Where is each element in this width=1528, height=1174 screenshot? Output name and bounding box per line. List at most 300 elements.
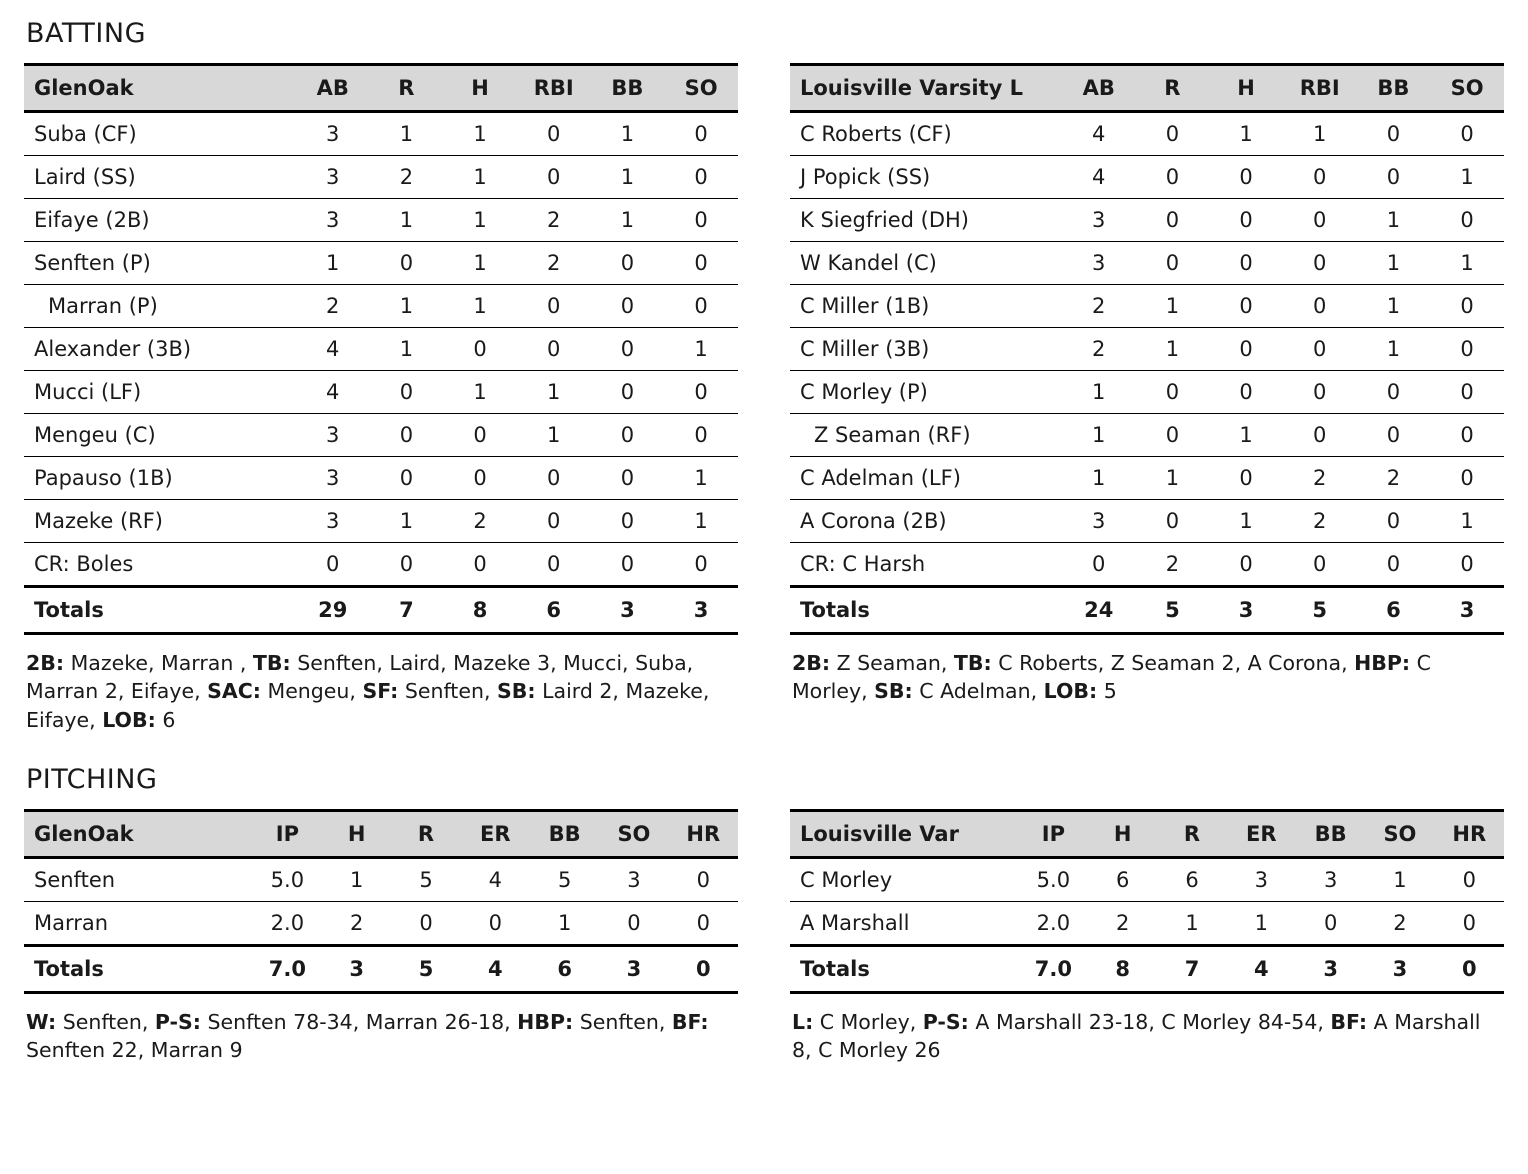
stat-cell: 0 — [1430, 371, 1504, 414]
stat-cell: 1 — [1283, 112, 1357, 156]
stat-cell: 0 — [1136, 242, 1210, 285]
stat-cell: 0 — [664, 543, 738, 587]
stat-cell: 3 — [296, 112, 370, 156]
stat-cell: 1 — [443, 112, 517, 156]
note-value: Laird 2, Mazeke, Eifaye, — [26, 679, 710, 732]
column-header-ip: IP — [1019, 810, 1088, 857]
pitching-away-body — [790, 857, 1504, 992]
stat-cell: 0 — [591, 285, 665, 328]
stat-cell: 0 — [517, 500, 591, 543]
totals-cell: 3 — [664, 587, 738, 634]
table-row — [790, 857, 1504, 901]
totals-cell: 3 — [322, 945, 391, 992]
totals-cell: 7.0 — [253, 945, 322, 992]
stat-cell: 1 — [530, 901, 599, 945]
stat-cell: 0 — [1283, 156, 1357, 199]
stat-cell: 0 — [1209, 543, 1283, 587]
stat-cell: 1 — [1365, 857, 1434, 901]
stat-cell: 0 — [664, 242, 738, 285]
stat-cell: 0 — [517, 285, 591, 328]
column-header-r: R — [391, 810, 460, 857]
stat-cell: 3 — [599, 857, 668, 901]
batting-section-title: BATTING — [26, 18, 146, 49]
totals-cell: 3 — [1365, 945, 1434, 992]
totals-cell: 29 — [296, 587, 370, 634]
batting-home-notes — [24, 649, 738, 734]
player-name: Z Seaman (RF) — [790, 414, 1062, 457]
stat-cell: 1 — [591, 156, 665, 199]
player-name: Alexander (3B) — [24, 328, 296, 371]
batting-away-body — [790, 112, 1504, 634]
stat-cell: 0 — [669, 857, 738, 901]
totals-cell: 7 — [370, 587, 444, 634]
stat-cell: 0 — [1435, 857, 1504, 901]
stat-cell: 1 — [370, 328, 444, 371]
note-label: SF: — [362, 679, 399, 704]
stat-cell: 0 — [1430, 328, 1504, 371]
pitching-away-table — [790, 809, 1504, 994]
stat-cell: 0 — [591, 371, 665, 414]
stat-cell: 1 — [370, 285, 444, 328]
stat-cell: 0 — [370, 457, 444, 500]
note-label: BF: — [1330, 1009, 1368, 1034]
note-value: Senften, Laird, Mazeke 3, Mucci, Suba, Marran 2, Eifaye, — [26, 651, 694, 704]
stat-cell: 0 — [370, 414, 444, 457]
table-row — [24, 414, 738, 457]
totals-cell: 6 — [530, 945, 599, 992]
note-label: SB: — [874, 679, 913, 704]
note-value: Z Seaman, — [830, 651, 954, 675]
column-header-ab: AB — [1062, 65, 1136, 112]
table-row — [24, 543, 738, 587]
stat-cell: 0 — [1357, 371, 1431, 414]
stat-cell: 1 — [370, 500, 444, 543]
table-row — [790, 199, 1504, 242]
pitching-home-table — [24, 809, 738, 994]
table-row — [24, 457, 738, 500]
table-row — [790, 156, 1504, 199]
note-label: HBP: — [1354, 651, 1411, 675]
stat-cell: 1 — [1209, 112, 1283, 156]
stat-cell: 4 — [1062, 112, 1136, 156]
note-label: LOB: — [1043, 679, 1098, 704]
stat-cell: 1 — [1209, 500, 1283, 543]
pitching-tables-row — [24, 809, 1504, 1065]
stat-cell: 3 — [1296, 857, 1365, 901]
stat-cell: 1 — [1136, 457, 1210, 500]
stat-cell: 0 — [1430, 457, 1504, 500]
stat-cell: 0 — [664, 285, 738, 328]
stat-cell: 0 — [1209, 199, 1283, 242]
stat-cell: 0 — [1283, 328, 1357, 371]
stat-cell: 0 — [599, 901, 668, 945]
column-header-rbi: RBI — [517, 65, 591, 112]
player-name: W Kandel (C) — [790, 242, 1062, 285]
note-value: Senften, — [573, 1009, 672, 1034]
totals-cell: 0 — [1435, 945, 1504, 992]
player-name: C Morley — [790, 857, 1019, 901]
batting-away-column — [790, 63, 1504, 734]
stat-cell: 0 — [1283, 285, 1357, 328]
note-label: W: — [26, 1009, 57, 1034]
stat-cell: 1 — [1430, 500, 1504, 543]
table-row — [790, 371, 1504, 414]
totals-cell: 3 — [591, 587, 665, 634]
batting-away-notes — [790, 649, 1504, 706]
stat-cell: 1 — [664, 457, 738, 500]
stat-cell: 0 — [370, 371, 444, 414]
stat-cell: 1 — [1136, 328, 1210, 371]
column-header-so: SO — [1365, 810, 1434, 857]
stat-cell: 0 — [591, 328, 665, 371]
totals-cell: 8 — [443, 587, 517, 634]
stat-cell: 1 — [1062, 457, 1136, 500]
table-row — [790, 414, 1504, 457]
note-value: A Marshall 8, C Morley 26 — [792, 1009, 1481, 1063]
column-header-so: SO — [599, 810, 668, 857]
stat-cell: 1 — [1227, 901, 1296, 945]
column-header-h: H — [1088, 810, 1157, 857]
stat-cell: 0 — [1357, 414, 1431, 457]
totals-cell: 8 — [1088, 945, 1157, 992]
totals-cell: 6 — [517, 587, 591, 634]
stat-cell: 2 — [1088, 901, 1157, 945]
table-row — [790, 328, 1504, 371]
note-label: SAC: — [207, 679, 261, 704]
stat-cell: 3 — [296, 414, 370, 457]
stat-cell: 0 — [669, 901, 738, 945]
stat-cell: 3 — [296, 500, 370, 543]
totals-cell: 3 — [1296, 945, 1365, 992]
note-value: Senften 22, Marran 9 — [26, 1038, 243, 1063]
totals-cell: 5 — [391, 945, 460, 992]
stat-cell: 1 — [1357, 285, 1431, 328]
note-value: A Marshall 23-18, C Morley 84-54, — [968, 1009, 1331, 1034]
pitching-home-body — [24, 857, 738, 992]
stat-cell: 0 — [1283, 199, 1357, 242]
note-value: C Morley, — [813, 1009, 923, 1034]
stat-cell: 0 — [1209, 156, 1283, 199]
stat-cell: 5.0 — [253, 857, 322, 901]
stat-cell: 0 — [461, 901, 530, 945]
stat-cell: 1 — [1062, 414, 1136, 457]
note-value: C Morley, — [792, 651, 1431, 704]
stat-cell: 0 — [1136, 112, 1210, 156]
player-name: Laird (SS) — [24, 156, 296, 199]
stat-cell: 0 — [1296, 901, 1365, 945]
stat-cell: 0 — [591, 500, 665, 543]
stat-cell: 3 — [1062, 500, 1136, 543]
totals-cell: 7.0 — [1019, 945, 1088, 992]
stat-cell: 1 — [1357, 242, 1431, 285]
column-header-so: SO — [1430, 65, 1504, 112]
table-row — [790, 543, 1504, 587]
stat-cell: 0 — [1430, 285, 1504, 328]
pitching-away-column — [790, 809, 1504, 1065]
note-value: Senften, — [56, 1009, 155, 1034]
note-value: Senften, — [398, 679, 497, 704]
stat-cell: 1 — [1357, 328, 1431, 371]
stat-cell: 0 — [1283, 414, 1357, 457]
stat-cell: 0 — [591, 457, 665, 500]
player-name: Mengeu (C) — [24, 414, 296, 457]
stat-cell: 0 — [1283, 371, 1357, 414]
stat-cell: 0 — [517, 543, 591, 587]
stat-cell: 0 — [1357, 156, 1431, 199]
player-name: CR: C Harsh — [790, 543, 1062, 587]
table-row — [790, 285, 1504, 328]
column-header-h: H — [322, 810, 391, 857]
table-row — [790, 901, 1504, 945]
player-name: CR: Boles — [24, 543, 296, 587]
totals-cell: 4 — [1227, 945, 1296, 992]
table-row — [790, 112, 1504, 156]
stat-cell: 1 — [443, 199, 517, 242]
note-value: C Roberts, Z Seaman 2, A Corona, — [991, 651, 1355, 675]
table-header-row — [790, 65, 1504, 112]
stat-cell: 3 — [296, 457, 370, 500]
note-label: LOB: — [102, 707, 156, 732]
stat-cell: 0 — [1435, 901, 1504, 945]
player-name: J Popick (SS) — [790, 156, 1062, 199]
pitching-home-column — [24, 809, 738, 1065]
table-row — [24, 500, 738, 543]
stat-cell: 1 — [443, 156, 517, 199]
stat-cell: 0 — [664, 414, 738, 457]
player-name: Senften (P) — [24, 242, 296, 285]
table-row — [24, 199, 738, 242]
column-header-er: ER — [1227, 810, 1296, 857]
table-row — [24, 901, 738, 945]
batting-home-column — [24, 63, 738, 734]
totals-row — [790, 587, 1504, 634]
stat-cell: 2 — [1062, 328, 1136, 371]
stat-cell: 0 — [1430, 543, 1504, 587]
stat-cell: 0 — [1357, 112, 1431, 156]
note-label: 2B: — [792, 651, 831, 675]
stat-cell: 1 — [517, 371, 591, 414]
stat-cell: 3 — [296, 199, 370, 242]
stat-cell: 1 — [1357, 199, 1431, 242]
note-value: 6 — [155, 707, 176, 732]
column-header-er: ER — [461, 810, 530, 857]
stat-cell: 1 — [296, 242, 370, 285]
stat-cell: 5.0 — [1019, 857, 1088, 901]
batting-away-team-header: Louisville Varsity L — [790, 65, 1062, 112]
note-value: C Adelman, — [912, 679, 1044, 704]
stat-cell: 2 — [517, 199, 591, 242]
totals-row — [24, 587, 738, 634]
stat-cell: 0 — [1136, 414, 1210, 457]
stat-cell: 2.0 — [253, 901, 322, 945]
stat-cell: 0 — [1209, 328, 1283, 371]
totals-cell: 24 — [1062, 587, 1136, 634]
totals-cell: 7 — [1157, 945, 1226, 992]
stat-cell: 2 — [1136, 543, 1210, 587]
stat-cell: 1 — [443, 371, 517, 414]
totals-label: Totals — [24, 945, 253, 992]
stat-cell: 0 — [296, 543, 370, 587]
totals-cell: 3 — [599, 945, 668, 992]
player-name: Papauso (1B) — [24, 457, 296, 500]
table-row — [24, 156, 738, 199]
batting-home-team-header: GlenOak — [24, 65, 296, 112]
stat-cell: 1 — [664, 328, 738, 371]
stat-cell: 0 — [1136, 371, 1210, 414]
player-name: C Miller (3B) — [790, 328, 1062, 371]
table-row — [24, 112, 738, 156]
player-name: A Marshall — [790, 901, 1019, 945]
totals-label: Totals — [790, 945, 1019, 992]
totals-label: Totals — [790, 587, 1062, 634]
note-label: SB: — [496, 679, 536, 704]
stat-cell: 2 — [1365, 901, 1434, 945]
stat-cell: 0 — [443, 543, 517, 587]
player-name: Eifaye (2B) — [24, 199, 296, 242]
stat-cell: 0 — [664, 112, 738, 156]
player-name: Senften — [24, 857, 253, 901]
note-label: 2B: — [26, 651, 65, 675]
table-row — [24, 857, 738, 901]
stat-cell: 0 — [1283, 242, 1357, 285]
note-value: Mazeke, Marran , — [64, 651, 253, 675]
stat-cell: 1 — [1062, 371, 1136, 414]
pitching-home-notes — [24, 1008, 738, 1065]
stat-cell: 0 — [517, 457, 591, 500]
stat-cell: 2 — [1283, 500, 1357, 543]
stat-cell: 2 — [1357, 457, 1431, 500]
column-header-r: R — [1136, 65, 1210, 112]
stat-cell: 0 — [1430, 414, 1504, 457]
stat-cell: 0 — [1357, 500, 1431, 543]
stat-cell: 1 — [443, 242, 517, 285]
column-header-hr: HR — [1435, 810, 1504, 857]
table-row — [24, 242, 738, 285]
stat-cell: 0 — [1062, 543, 1136, 587]
stat-cell: 0 — [370, 543, 444, 587]
table-row — [24, 371, 738, 414]
stat-cell: 4 — [1062, 156, 1136, 199]
stat-cell: 0 — [591, 543, 665, 587]
column-header-bb: BB — [1296, 810, 1365, 857]
note-label: P-S: — [154, 1009, 201, 1034]
stat-cell: 2.0 — [1019, 901, 1088, 945]
stat-cell: 3 — [1062, 242, 1136, 285]
stat-cell: 0 — [591, 242, 665, 285]
totals-cell: 5 — [1283, 587, 1357, 634]
table-header-row — [790, 810, 1504, 857]
stat-cell: 1 — [322, 857, 391, 901]
stat-cell: 2 — [370, 156, 444, 199]
stat-cell: 1 — [1430, 242, 1504, 285]
stat-cell: 0 — [1209, 242, 1283, 285]
stat-cell: 0 — [664, 156, 738, 199]
column-header-h: H — [443, 65, 517, 112]
stat-cell: 0 — [591, 414, 665, 457]
stat-cell: 1 — [1430, 156, 1504, 199]
stat-cell: 3 — [1062, 199, 1136, 242]
totals-cell: 3 — [1430, 587, 1504, 634]
note-label: HBP: — [517, 1009, 574, 1034]
column-header-h: H — [1209, 65, 1283, 112]
player-name: C Morley (P) — [790, 371, 1062, 414]
column-header-r: R — [1157, 810, 1226, 857]
totals-cell: 3 — [1209, 587, 1283, 634]
player-name: Marran — [24, 901, 253, 945]
stat-cell: 2 — [322, 901, 391, 945]
table-row — [24, 328, 738, 371]
stat-cell: 0 — [1209, 457, 1283, 500]
note-label: TB: — [953, 651, 992, 675]
stat-cell: 0 — [1209, 285, 1283, 328]
stat-cell: 0 — [1283, 543, 1357, 587]
stat-cell: 2 — [296, 285, 370, 328]
column-header-bb: BB — [591, 65, 665, 112]
stat-cell: 4 — [296, 371, 370, 414]
stat-cell: 2 — [517, 242, 591, 285]
stat-cell: 0 — [391, 901, 460, 945]
stat-cell: 0 — [443, 328, 517, 371]
note-value: 5 — [1097, 679, 1117, 704]
note-value: Mengeu, — [260, 679, 363, 704]
column-header-hr: HR — [669, 810, 738, 857]
note-label: P-S: — [922, 1009, 969, 1034]
stat-cell: 5 — [530, 857, 599, 901]
table-header-row — [24, 810, 738, 857]
stat-cell: 1 — [443, 285, 517, 328]
stat-cell: 1 — [591, 112, 665, 156]
player-name: Marran (P) — [24, 285, 296, 328]
stat-cell: 0 — [1136, 156, 1210, 199]
stat-cell: 2 — [443, 500, 517, 543]
stat-cell: 5 — [391, 857, 460, 901]
stat-cell: 0 — [370, 242, 444, 285]
stat-cell: 3 — [1227, 857, 1296, 901]
stat-cell: 0 — [1357, 543, 1431, 587]
pitching-home-team-header: GlenOak — [24, 810, 253, 857]
pitching-section-title: PITCHING — [26, 763, 158, 795]
stat-cell: 2 — [1283, 457, 1357, 500]
stat-cell: 0 — [443, 414, 517, 457]
table-row — [24, 285, 738, 328]
column-header-bb: BB — [530, 810, 599, 857]
totals-cell: 0 — [669, 945, 738, 992]
table-row — [790, 242, 1504, 285]
column-header-so: SO — [664, 65, 738, 112]
stat-cell: 1 — [664, 500, 738, 543]
note-label: BF: — [671, 1009, 709, 1034]
totals-cell: 4 — [461, 945, 530, 992]
player-name: C Adelman (LF) — [790, 457, 1062, 500]
player-name: C Miller (1B) — [790, 285, 1062, 328]
column-header-ip: IP — [253, 810, 322, 857]
totals-label: Totals — [24, 587, 296, 634]
table-header-row — [24, 65, 738, 112]
batting-tables-row — [24, 63, 1504, 734]
stat-cell: 1 — [517, 414, 591, 457]
note-label: TB: — [252, 651, 291, 675]
stat-cell: 0 — [517, 112, 591, 156]
stat-cell: 1 — [591, 199, 665, 242]
stat-cell: 4 — [296, 328, 370, 371]
batting-away-table — [790, 63, 1504, 635]
stat-cell: 4 — [461, 857, 530, 901]
stat-cell: 0 — [1136, 500, 1210, 543]
note-value: Senften 78-34, Marran 26-18, — [201, 1009, 518, 1034]
note-label: L: — [792, 1009, 814, 1034]
batting-home-table — [24, 63, 738, 635]
stat-cell: 0 — [664, 371, 738, 414]
